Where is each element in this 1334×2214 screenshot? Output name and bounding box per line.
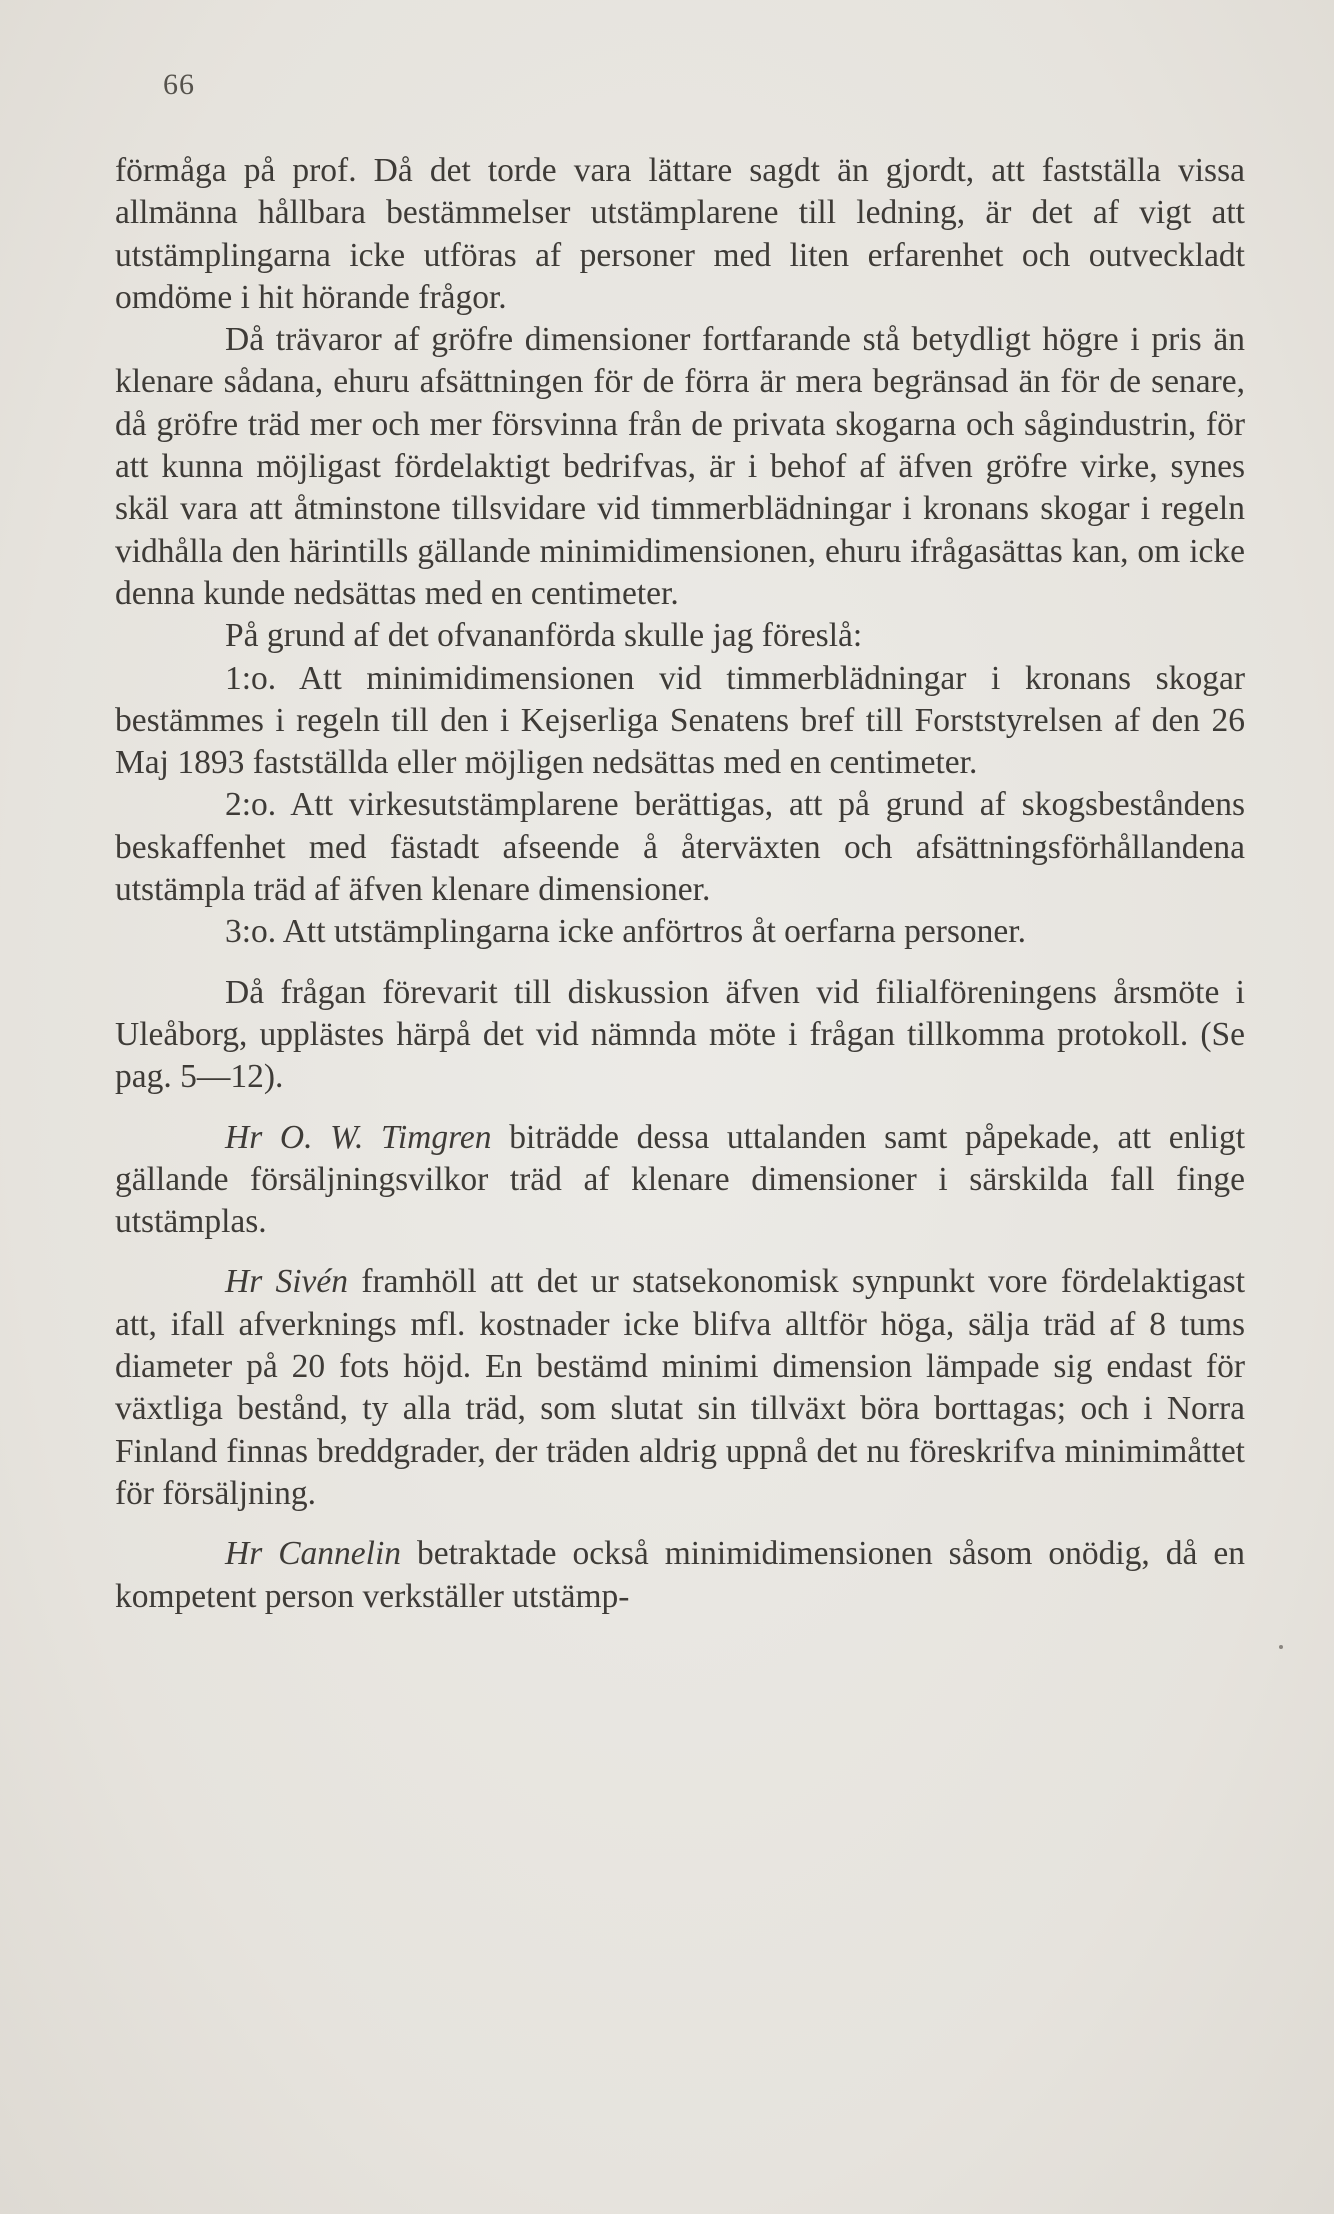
paragraph: Då frågan förevarit till diskussion äfven vid filialföreningens årsmöte i Uleåborg, upplästes härpå det vid nämnda möte i frågan tillkomma protokoll. (Se pag. 5—12). xyxy=(115,973,1245,1096)
proposal-item: 3:o. Att utstämplingarna icke anförtros åt oerfarna personer. xyxy=(225,913,1026,951)
speech-text: betraktade också minimidimensionen såsom onödig, då en kompetent person verkställer utstämp- xyxy=(115,1535,1245,1615)
paragraph: På grund af det ofvananförda skulle jag föreslå: xyxy=(225,617,863,655)
page-number: 66 xyxy=(163,68,195,101)
speech-text: biträdde dessa uttalanden samt påpekade, att enligt gällande försäljningsvilkor träd af klenare dimensioner i särskilda fall finge utstämplas. xyxy=(115,1118,1246,1241)
speech-paragraph xyxy=(115,1261,1245,1515)
speech-paragraph xyxy=(115,1117,1245,1244)
speaker-name: Hr O. W. Timgren xyxy=(225,1118,492,1156)
print-speck xyxy=(1279,1645,1283,1649)
page-body xyxy=(115,150,1245,1618)
proposal-item: 1:o. Att minimidimensionen vid timmerblädningar i kronans skogar bestämmes i regeln till den i Kejserliga Senatens bref till Forststyrelsen af den 26 Maj 1893 fastställda eller möjligen nedsättas med en centimeter. xyxy=(115,659,1245,782)
speech-text: framhöll att det ur statsekonomisk synpunkt vore fördelaktigast att, ifall afverknings mfl. kostnader icke blifva alltför höga, sälja träd af 8 tums diameter på 20 fots höjd. En bestämd minimi dimension lämpade sig endast för växtliga bestånd, ty alla träd, som slutat sin tillväxt böra borttagas; och i Norra Finland finnas breddgrader, der träden aldrig uppnå det nu föreskrifva minimimåttet för försäljning. xyxy=(115,1263,1245,1512)
proposal-item: 2:o. Att virkesutstämplarene berättigas, att på grund af skogsbeståndens beskaffenhet med fästadt afseende å återväxten och afsättningsförhållandena utstämpla träd af äfven klenare dimensioner. xyxy=(115,786,1245,909)
speaker-name: Hr Cannelin xyxy=(225,1535,402,1573)
paragraph: förmåga på prof. Då det torde vara lättare sagdt än gjordt, att fastställa vissa allmänna hållbara bestämmelser utstämplarene till ledning, är det af vigt att utstämplingarna icke utföras af personer med liten erfarenhet och outveckladt omdöme i hit hörande frågor. xyxy=(115,152,1245,316)
speech-paragraph xyxy=(115,1533,1245,1618)
paragraph: Då trävaror af gröfre dimensioner fortfarande stå betydligt högre i pris än klenare sådana, ehuru afsättningen för de förra är mera begränsad än för de senare, då gröfre träd mer och mer försvinna från de privata skogarna och sågindustrin, för att kunna möjligast fördelaktigt bedrifvas, är i behof af äfven gröfre virke, synes skäl vara att åtminstone tillsvidare vid timmerblädningar i kronans skogar i regeln vidhålla den härintills gällande minimidimensionen, ehuru ifrågasättas kan, om icke denna kunde nedsättas med en centimeter. xyxy=(115,321,1245,612)
speaker-name: Hr Sivén xyxy=(225,1263,349,1301)
